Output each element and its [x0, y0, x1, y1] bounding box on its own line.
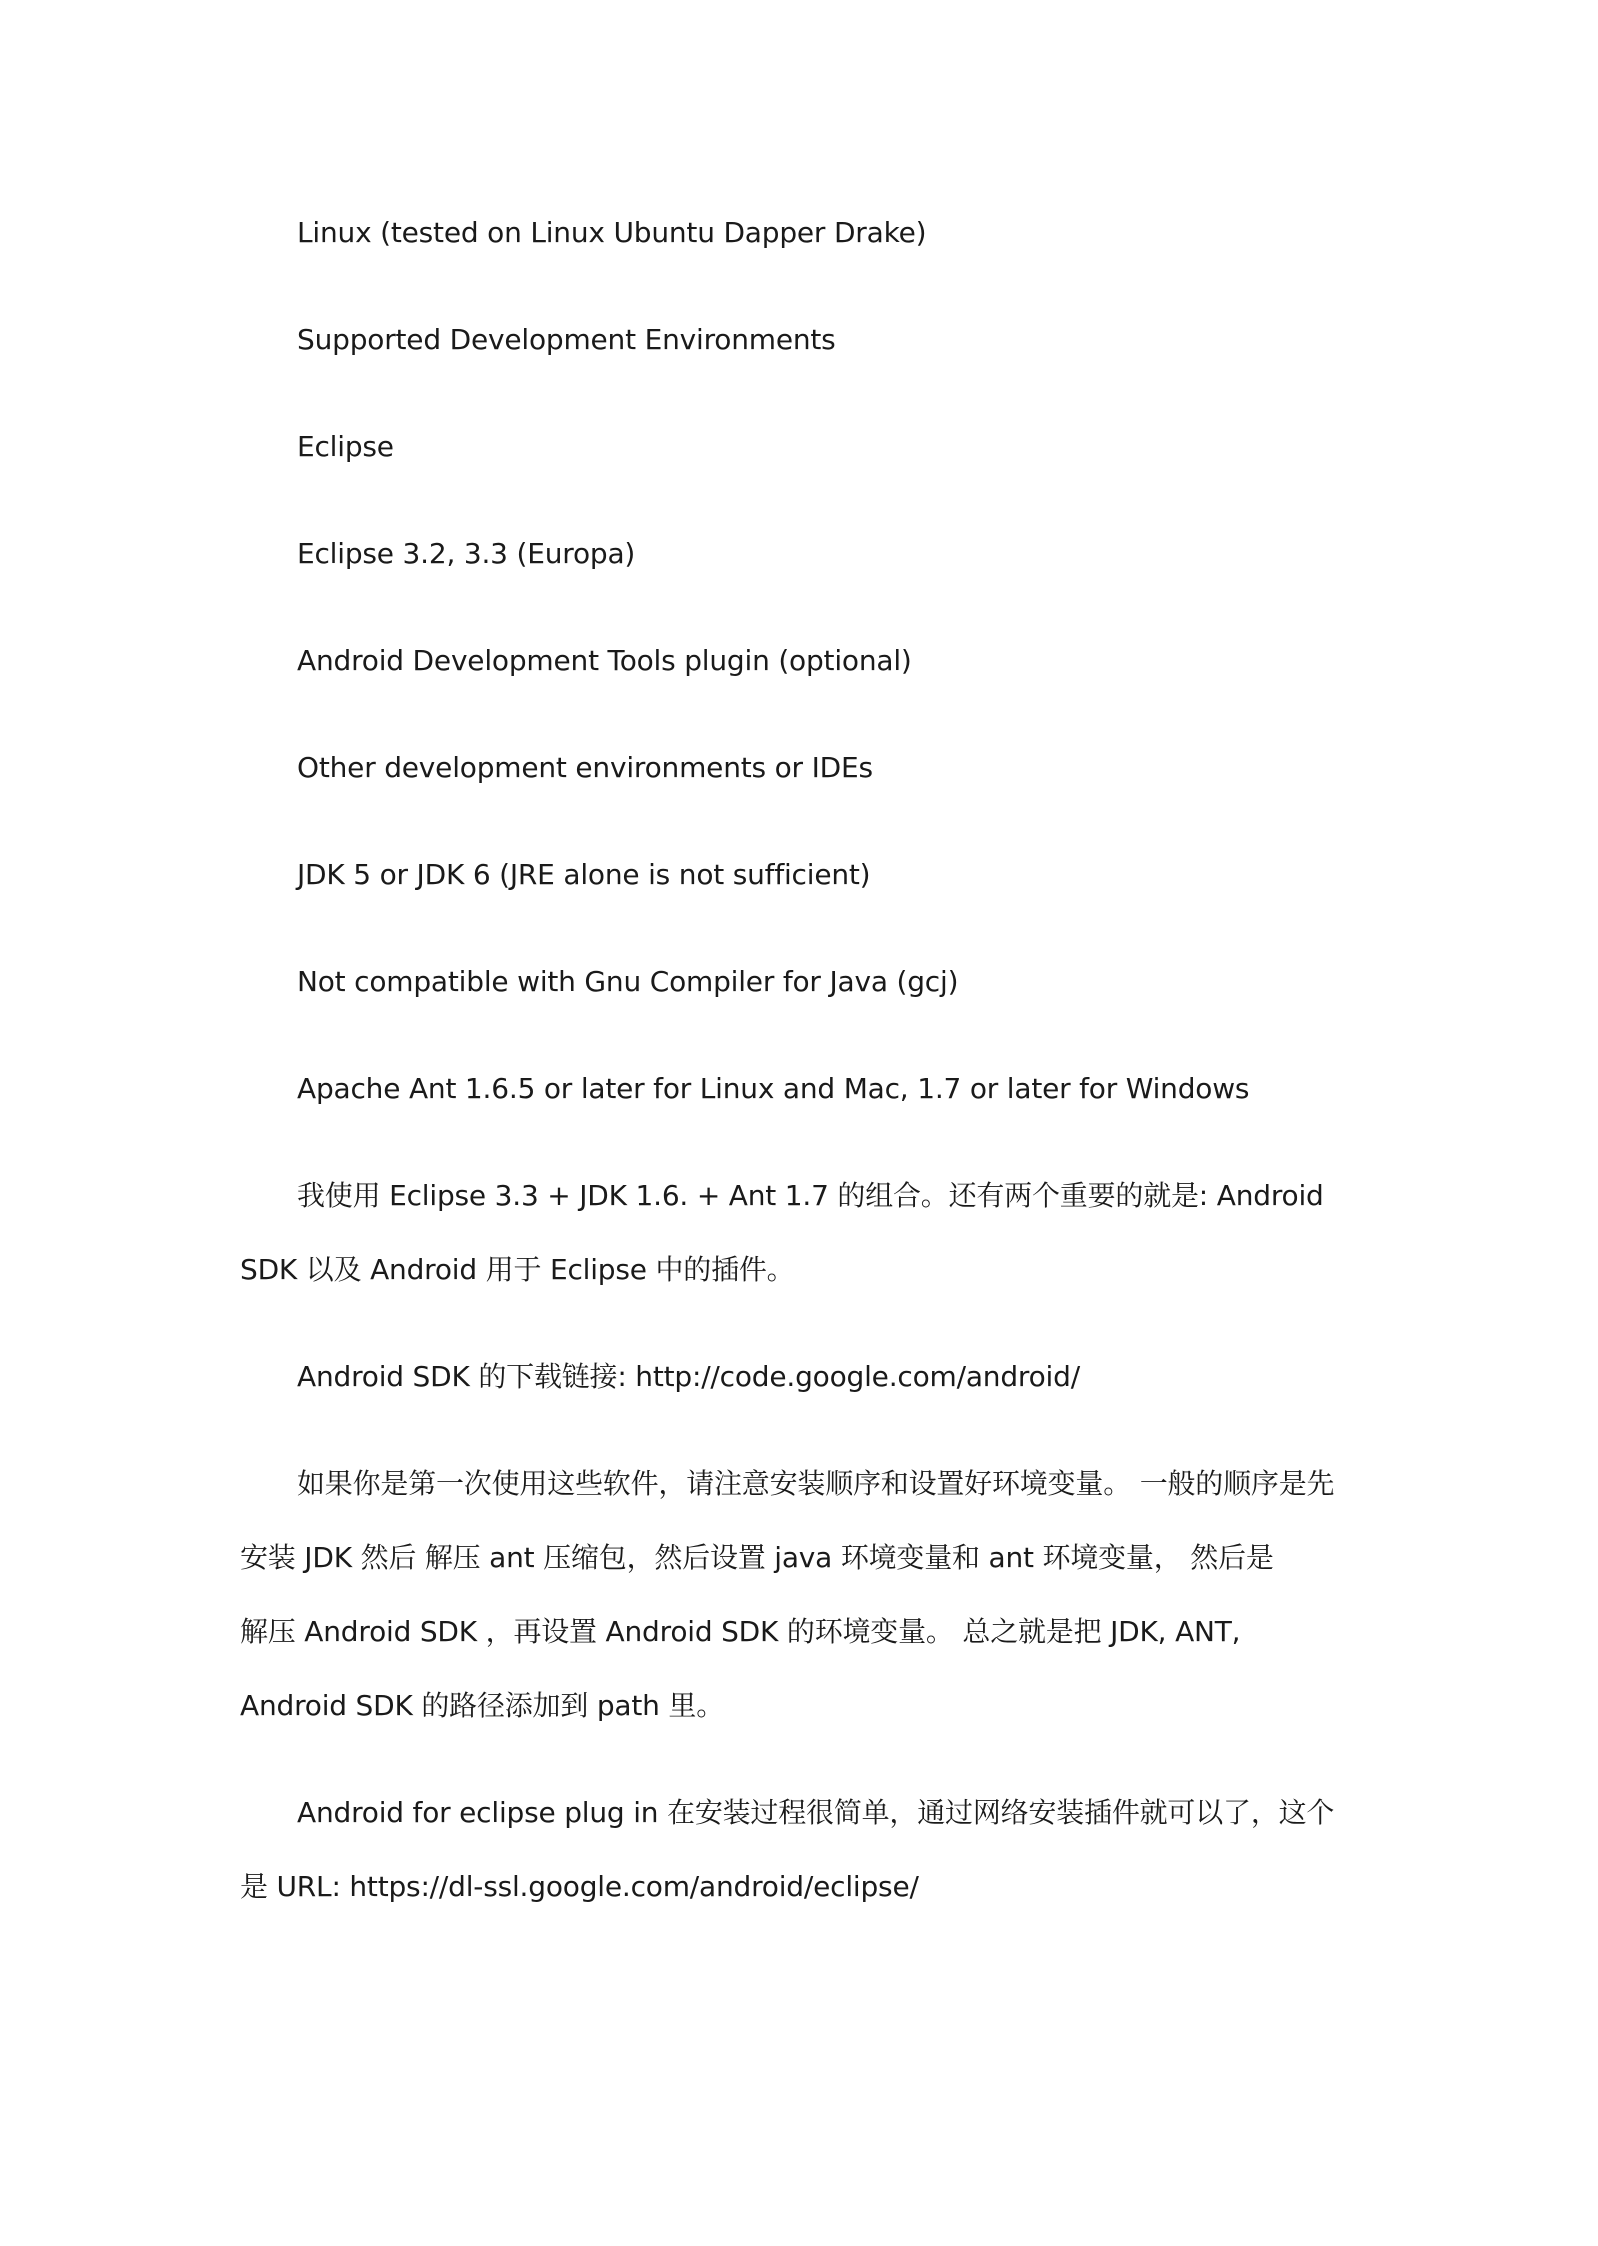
paragraph	[240, 410, 1398, 484]
paragraph	[240, 838, 1398, 912]
paragraph	[240, 1447, 1398, 1743]
text-line: Other development environments or IDEs	[297, 751, 873, 784]
text-line: Eclipse	[297, 430, 394, 463]
text-line: 是 URL: https://dl-ssl.google.com/android/eclipse/	[240, 1870, 919, 1903]
paragraph	[240, 1340, 1398, 1414]
text-line: 安装 JDK 然后 解压 ant 压缩包，然后设置 java 环境变量和 ant 环境变量， 然后是	[240, 1541, 1274, 1574]
paragraph	[240, 1052, 1398, 1126]
text-line: Android for eclipse plug in 在安装过程很简单，通过网络安装插件就可以了，这个	[297, 1796, 1335, 1829]
text-line: Android SDK 的下载链接: http://code.google.com/android/	[297, 1360, 1080, 1393]
text-line: Android Development Tools plugin (optional)	[297, 644, 912, 677]
text-line: Supported Development Environments	[297, 323, 836, 356]
text-line: Linux (tested on Linux Ubuntu Dapper Drake)	[297, 216, 927, 249]
text-line: Not compatible with Gnu Compiler for Java (gcj)	[297, 965, 959, 998]
text-line: Eclipse 3.2, 3.3 (Europa)	[297, 537, 636, 570]
paragraph	[240, 1776, 1398, 1924]
paragraph	[240, 196, 1398, 270]
paragraph	[240, 1159, 1398, 1307]
text-line: Android SDK 的路径添加到 path 里。	[240, 1689, 725, 1722]
text-line: SDK 以及 Android 用于 Eclipse 中的插件。	[240, 1253, 795, 1286]
paragraph	[240, 517, 1398, 591]
paragraph	[240, 624, 1398, 698]
paragraph	[240, 731, 1398, 805]
text-line: 如果你是第一次使用这些软件，请注意安装顺序和设置好环境变量。 一般的顺序是先	[297, 1467, 1335, 1500]
text-line: 解压 Android SDK ，再设置 Android SDK 的环境变量。 总之就是把 JDK, ANT,	[240, 1615, 1241, 1648]
text-line: JDK 5 or JDK 6 (JRE alone is not sufficient)	[297, 858, 871, 891]
text-line: Apache Ant 1.6.5 or later for Linux and Mac, 1.7 or later for Windows	[297, 1072, 1250, 1105]
text-line: 我使用 Eclipse 3.3 + JDK 1.6. + Ant 1.7 的组合。还有两个重要的就是: Android	[297, 1179, 1324, 1212]
paragraph	[240, 303, 1398, 377]
paragraph	[240, 945, 1398, 1019]
